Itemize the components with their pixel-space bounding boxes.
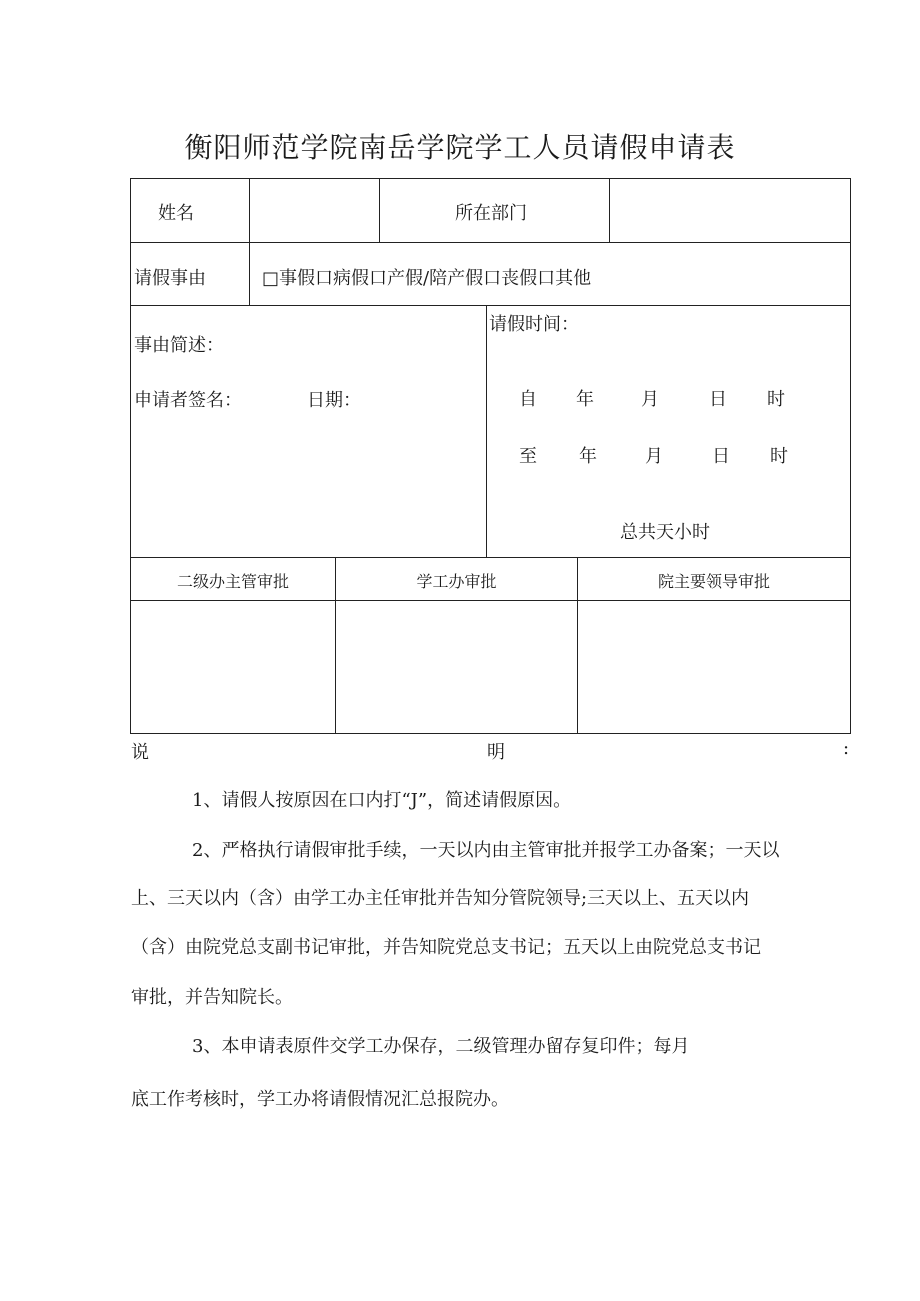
table-rule [130, 557, 851, 558]
notes-heading-char: : [843, 738, 850, 759]
day-label: 日 [712, 446, 730, 467]
month-label: 月 [645, 446, 663, 467]
note-line: 上、三天以内（含）由学工办主任审批并告知分管院领导;三天以上、五天以内 [131, 888, 750, 909]
notes-heading-char: 说 [131, 742, 149, 763]
table-rule [379, 178, 380, 243]
note-line: （含）由院党总支副书记审批，并告知院党总支书记；五天以上由院党总支书记 [131, 937, 761, 958]
dept-label: 所在部门 [455, 203, 527, 224]
approval-header-college-leader: 院主要领导审批 [657, 572, 770, 591]
note-item-1: 1、请假人按原因在口内打“J”，简述请假原因。 [192, 790, 572, 811]
dept-field[interactable] [610, 179, 850, 242]
hour-label: 时 [770, 446, 788, 467]
table-rule [130, 242, 851, 243]
approval-header-level2: 二级办主管审批 [176, 572, 289, 591]
month-label: 月 [641, 389, 659, 410]
date-label: 日期： [307, 390, 361, 411]
reason-label: 请假事由 [134, 268, 206, 289]
note-line: 底工作考核时，学工办将请假情况汇总报院办。 [131, 1089, 509, 1110]
reason-options[interactable]: □事假口病假口产假/陪产假口丧假口其他 [262, 268, 592, 289]
approval-field-level2[interactable] [131, 601, 335, 733]
page-title: 衡阳师范学院南岳学院学工人员请假申请表 [184, 131, 736, 164]
from-char: 自 [519, 389, 537, 410]
signature-label: 申请者签名： [134, 390, 242, 411]
table-border-right [850, 178, 851, 734]
table-border-bottom [130, 733, 851, 734]
approval-header-student-office: 学工办审批 [416, 572, 497, 591]
hour-label: 时 [767, 389, 785, 410]
year-label: 年 [576, 389, 594, 410]
table-rule [486, 305, 487, 558]
name-label: 姓名 [158, 203, 194, 224]
name-field[interactable] [250, 179, 379, 242]
notes-heading-char: 明 [487, 742, 505, 763]
to-char: 至 [519, 446, 537, 467]
approval-field-student-office[interactable] [336, 601, 577, 733]
year-label: 年 [579, 446, 597, 467]
approval-field-college-leader[interactable] [578, 601, 850, 733]
note-line: 审批，并告知院长。 [131, 987, 293, 1008]
brief-label: 事由简述： [134, 335, 224, 356]
day-label: 日 [709, 389, 727, 410]
note-line: 2、严格执行请假审批手续，一天以内由主管审批并报学工办备案；一天以 [192, 840, 780, 861]
table-rule [130, 305, 851, 306]
time-label: 请假时间： [489, 314, 579, 335]
note-line: 3、本申请表原件交学工办保存，二级管理办留存复印件；每月 [192, 1036, 690, 1057]
total-label: 总共天小时 [620, 522, 710, 543]
